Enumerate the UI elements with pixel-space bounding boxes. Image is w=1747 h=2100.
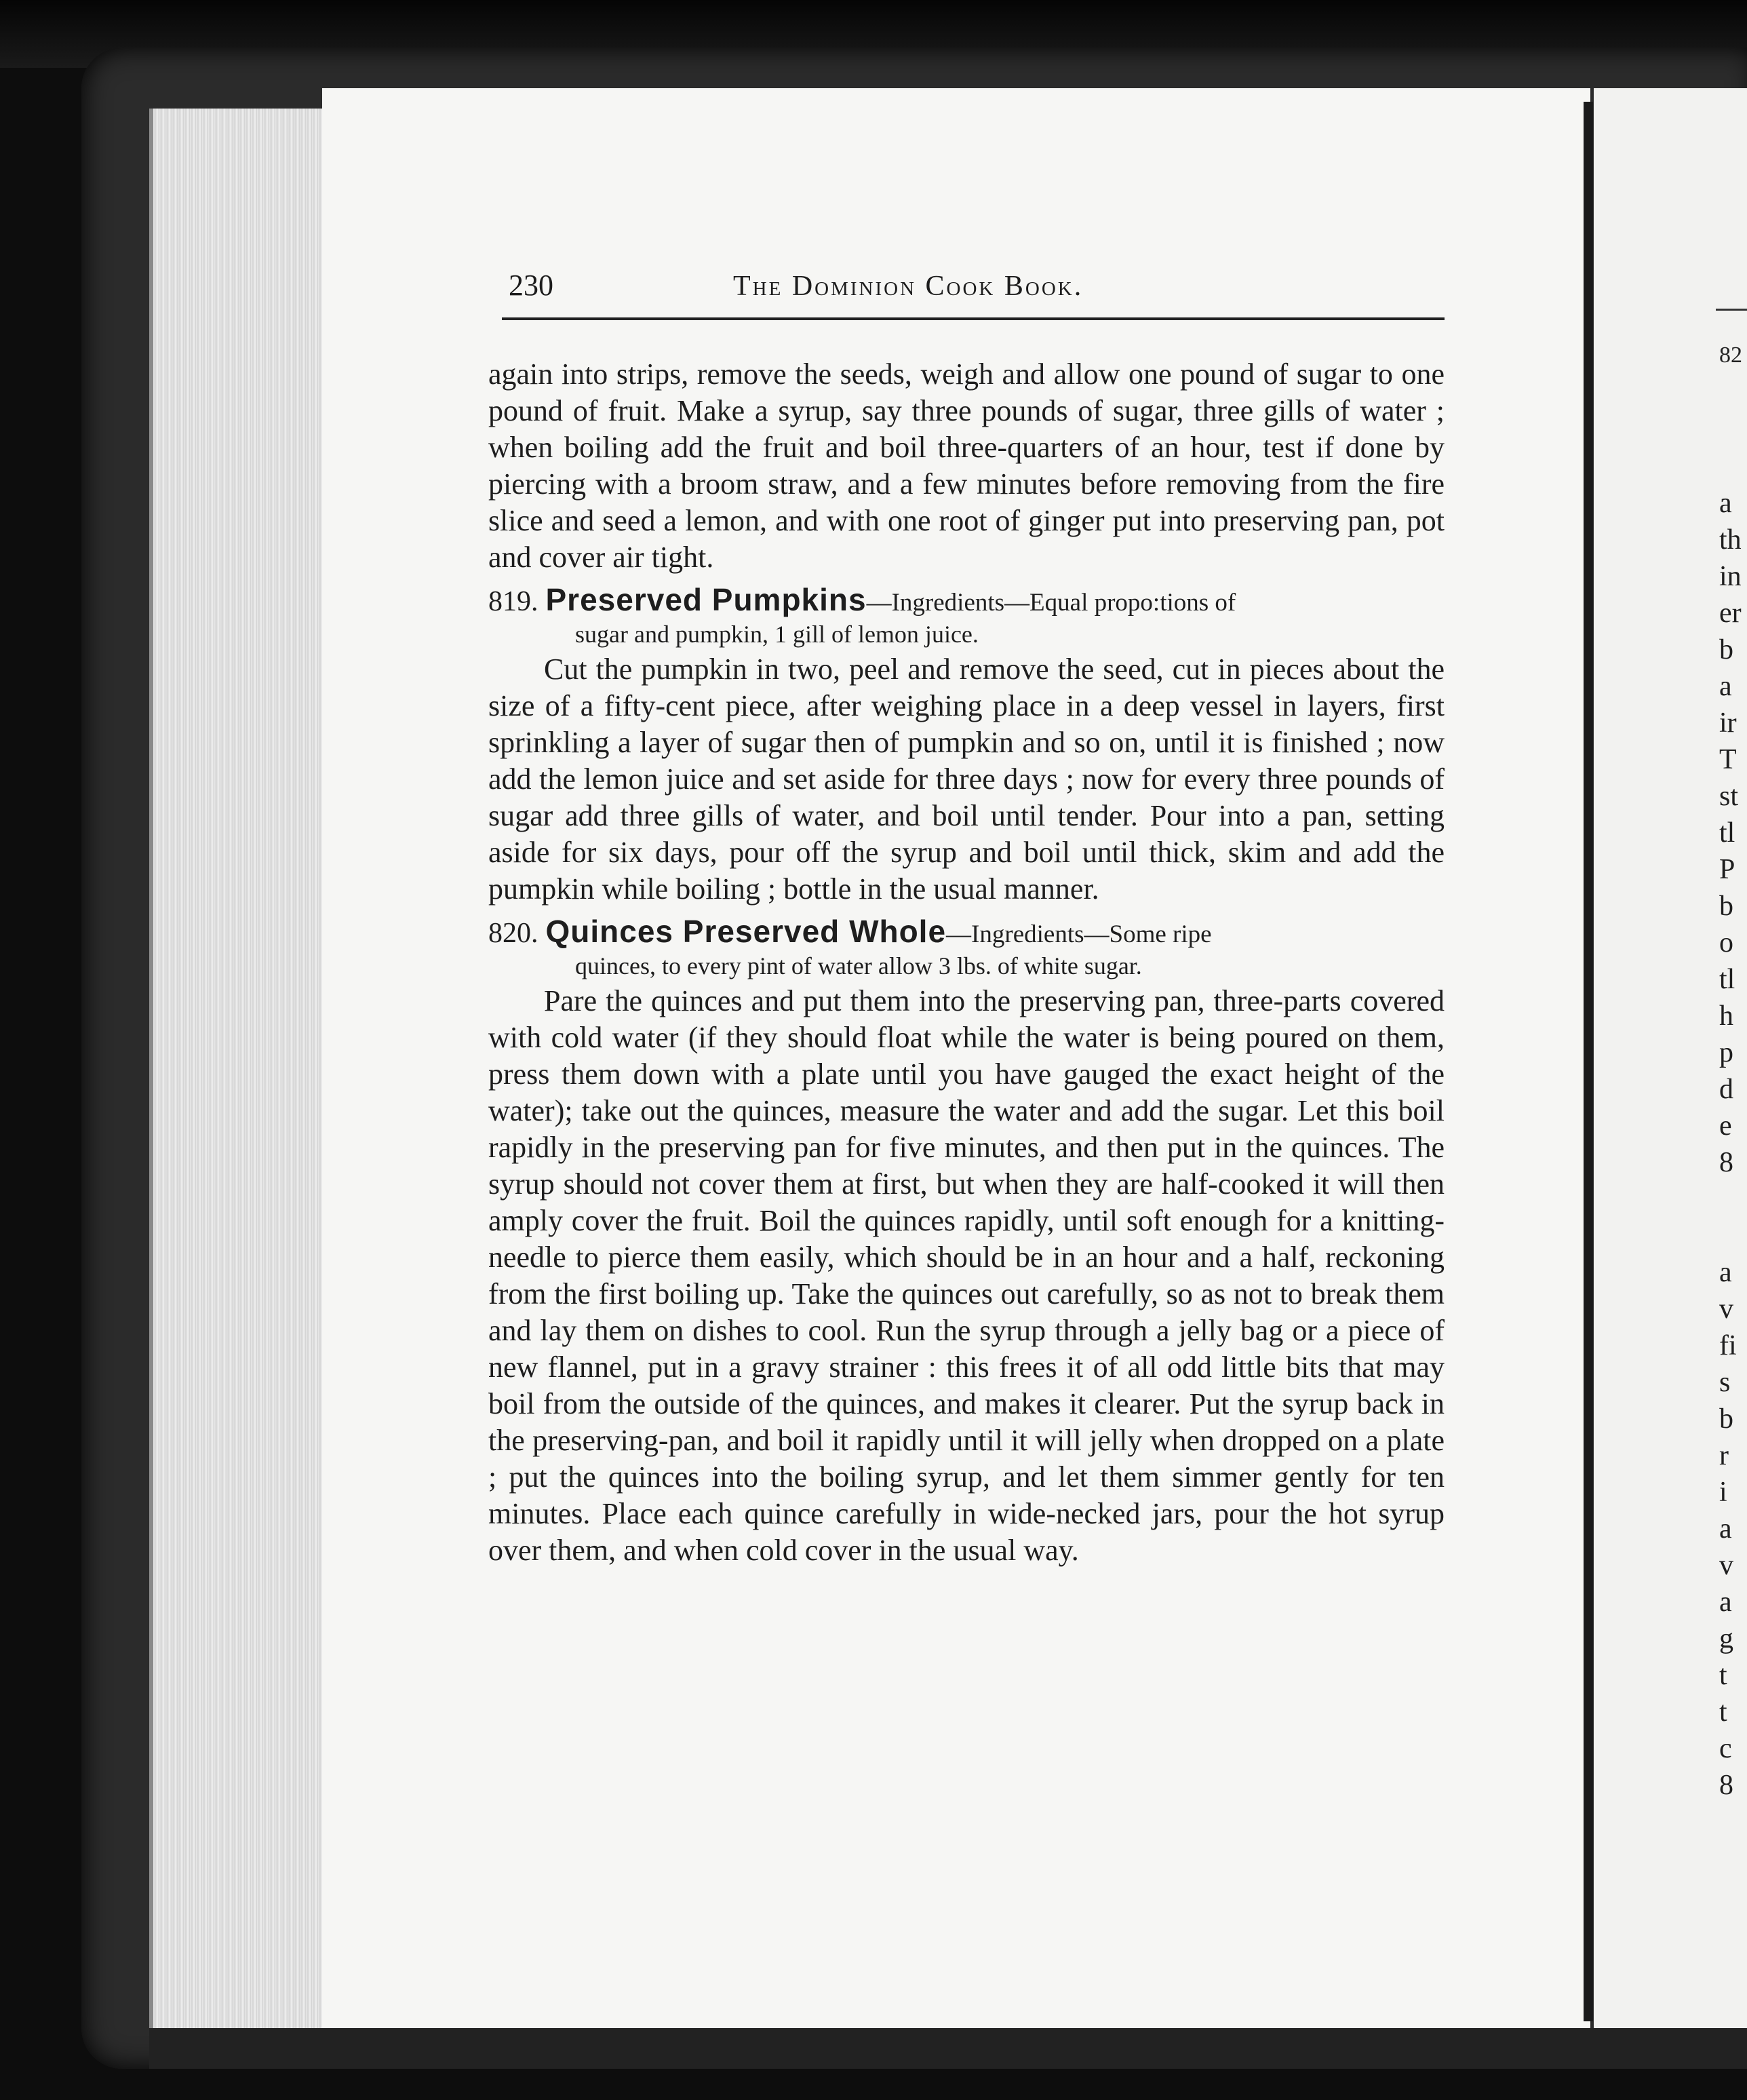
right-page-line-fragment: e xyxy=(1719,1110,1732,1142)
right-page-line-fragment: h xyxy=(1719,1000,1733,1032)
recipe-number: 819. xyxy=(488,586,538,617)
ingredients-lead: —Ingredients—Some ripe xyxy=(946,920,1212,948)
recipe-number: 820. xyxy=(488,918,538,949)
right-page-line-fragment: tl xyxy=(1719,817,1735,849)
right-page-line-fragment: 8 xyxy=(1719,1147,1733,1178)
ingredients-continuation: quinces, to every pint of water allow 3 lbs. of white sugar. xyxy=(575,952,1142,979)
right-page-line-fragment: o xyxy=(1719,927,1733,958)
right-page-head: 82 xyxy=(1719,343,1742,368)
recipe-820-body: Pare the quinces and put them into the preserving pan, three-parts covered with cold water (if they should float while the water is being poured on them, press them down with a plate until you have gauged the exact height of the water); take out the quinces, measure the water and add the sugar. Let this boil rapidly in the preserving pan for five minutes, and then put in the quinces. The syrup should not cover them at first, but when they are half-cooked it will then amply cover the fruit. Boil the quinces rapidly, until soft enough for a knitting-needle to pierce them easily, which should be in an hour and a half, reckoning from the first boiling up. Take the quinces out carefully, so as not to break them and lay them on dishes to cool. Run the syrup through a jelly bag or a piece of new flannel, put in a gravy strainer : this frees it of all odd little bits that may boil from the outside of the quinces, and makes it clearer. Put the syrup back in the preserving-pan, and boil it rapidly until it will jelly when dropped on a plate ; put the quinces into the boiling syrup, and let them simmer gently for ten minutes. Place each quince carefully in wide-necked jars, pour the hot syrup over them, and when cold cover in the usual way. xyxy=(488,984,1445,1567)
recipe-819-body: Cut the pumpkin in two, peel and remove the seed, cut in pieces about the size of a fifty-cent piece, after weighing place in a deep vessel in layers, first sprinkling a layer of sugar then of pumpkin and so on, until it is finished ; now add the lemon juice and set aside for three days ; now for every three pounds of sugar add three gills of water, and boil until tender. Pour into a pan, setting aside for six days, pour off the syrup and boil until thick, skim and add the pumpkin while boiling ; bottle in the usual manner. xyxy=(488,653,1445,906)
ingredients-continuation: sugar and pumpkin, 1 gill of lemon juice. xyxy=(575,621,979,648)
right-page-line-fragment: c xyxy=(1719,1733,1732,1764)
book-gutter xyxy=(1584,102,1593,2021)
page-header xyxy=(509,268,1438,309)
recipe-title: Quinces Preserved Whole xyxy=(545,914,947,949)
page-number: 230 xyxy=(509,269,553,302)
right-page-line-fragment: d xyxy=(1719,1074,1733,1105)
right-page-line-fragment: i xyxy=(1719,1477,1727,1508)
right-page-line-fragment: p xyxy=(1719,1037,1733,1068)
right-page-line-fragment: t xyxy=(1719,1696,1727,1728)
page-edges xyxy=(149,109,330,2048)
right-page-line-fragment: v xyxy=(1719,1550,1733,1581)
right-page-line-fragment: g xyxy=(1719,1623,1733,1654)
recipe-820-heading xyxy=(488,913,1445,952)
right-page-line-fragment: b xyxy=(1719,634,1733,665)
right-page-line-fragment: in xyxy=(1719,561,1742,592)
right-page-line-fragment: a xyxy=(1719,671,1732,702)
right-page-line-fragment: fi xyxy=(1719,1330,1737,1361)
right-page-line-fragment: 8 xyxy=(1719,1770,1733,1801)
right-page-line-fragment xyxy=(1719,1181,1746,1218)
right-page-line-fragment: b xyxy=(1719,891,1733,922)
right-page-line-fragment: t xyxy=(1719,1660,1727,1691)
header-rule xyxy=(502,317,1445,320)
right-page-line-fragment: a xyxy=(1719,1257,1732,1288)
right-page-line-fragment: v xyxy=(1719,1294,1733,1325)
right-page-line-fragment: ir xyxy=(1719,707,1737,739)
right-page-rule xyxy=(1716,309,1747,311)
right-page-line-fragment: r xyxy=(1719,1440,1729,1471)
bottom-shadow xyxy=(149,2028,1747,2069)
right-page-line-fragment: st xyxy=(1719,781,1739,812)
right-page-fragments xyxy=(1719,485,1746,1804)
right-page-line-fragment: a xyxy=(1719,1513,1732,1544)
right-page-line-fragment: a xyxy=(1719,488,1732,519)
right-page-line-fragment: er xyxy=(1719,598,1742,629)
continuation-paragraph: again into strips, remove the seeds, weigh and allow one pound of sugar to one pound of fruit. Make a syrup, say three pounds of sugar, three gills of water ; when boiling add the fruit and boil three-quarters of an hour, test if done by piercing with a broom straw, and a few minutes before removing from the fire slice and seed a lemon, and with one root of ginger put into preserving pan, pot and cover air tight. xyxy=(488,357,1445,574)
right-page-line-fragment: tl xyxy=(1719,964,1735,995)
page-body xyxy=(488,356,1445,1569)
recipe-title: Preserved Pumpkins xyxy=(545,582,867,617)
ingredients-lead: —Ingredients—Equal propo:tions of xyxy=(866,589,1236,617)
right-page-line-fragment: b xyxy=(1719,1403,1733,1435)
recipe-819-heading xyxy=(488,581,1445,620)
right-page-line-fragment: th xyxy=(1719,524,1742,556)
right-page-line-fragment: a xyxy=(1719,1587,1732,1618)
right-page-line-fragment xyxy=(1719,1218,1746,1254)
right-page-line-fragment: T xyxy=(1719,744,1737,775)
right-page-line-fragment: P xyxy=(1719,854,1735,885)
right-page-line-fragment: s xyxy=(1719,1367,1731,1398)
running-title: The Dominion Cook Book. xyxy=(733,271,1084,302)
